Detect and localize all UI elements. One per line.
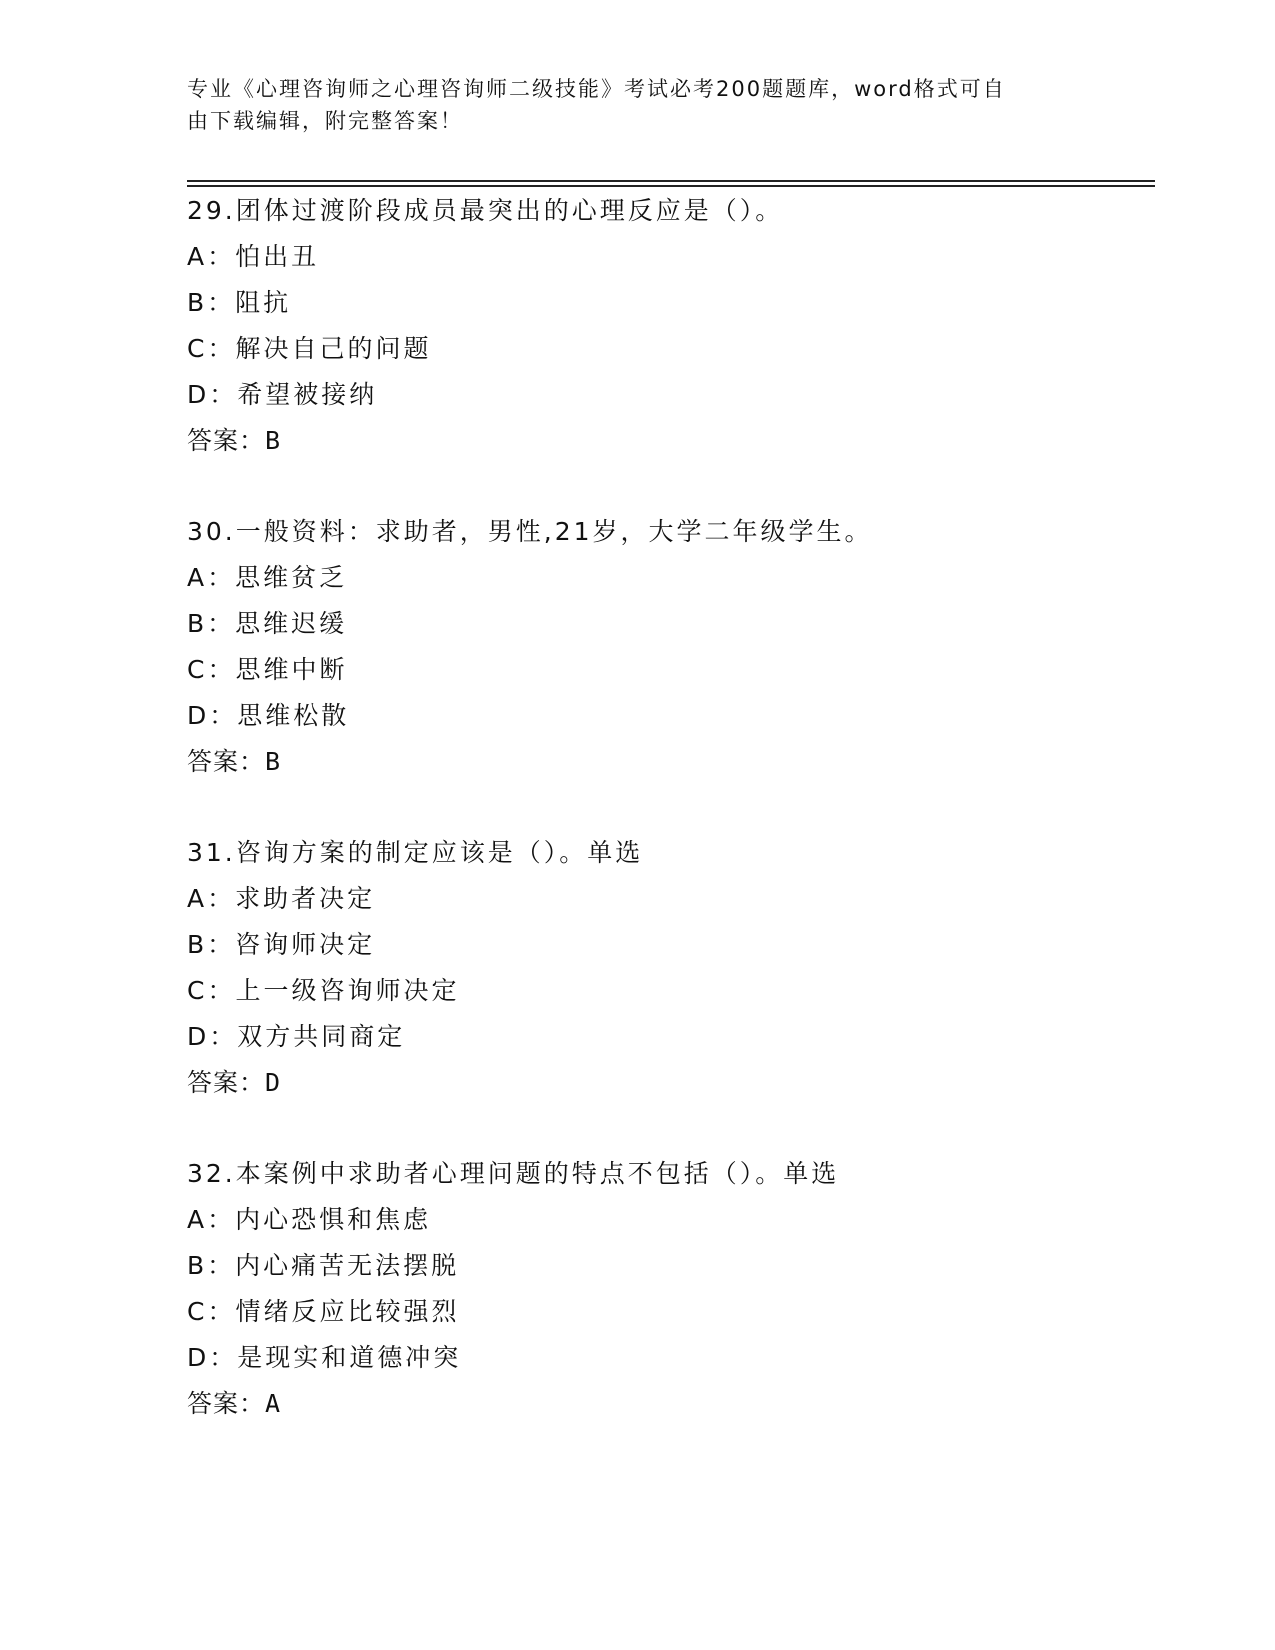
answer-label: 答案： bbox=[187, 747, 266, 776]
option-a: A：怕出丑 bbox=[187, 242, 320, 271]
header-line-1: 专业《心理咨询师之心理咨询师二级技能》考试必考200题题库，word格式可自 bbox=[187, 77, 1006, 101]
question-31 bbox=[187, 830, 1155, 1106]
header-divider-bottom bbox=[187, 185, 1155, 187]
option-d: D：双方共同商定 bbox=[187, 1022, 406, 1051]
document-header bbox=[187, 73, 1067, 137]
answer-line bbox=[187, 739, 1155, 785]
question-title: 32.本案例中求助者心理问题的特点不包括（）。单选 bbox=[187, 1159, 840, 1188]
option-c: C：上一级咨询师决定 bbox=[187, 976, 460, 1005]
option-b: B：内心痛苦无法摆脱 bbox=[187, 1251, 460, 1280]
question-title: 30.一般资料：求助者，男性,21岁，大学二年级学生。 bbox=[187, 517, 873, 546]
answer-line bbox=[187, 1381, 1155, 1427]
header-line-2: 由下载编辑，附完整答案！ bbox=[187, 109, 463, 133]
option-a: A：思维贫乏 bbox=[187, 563, 348, 592]
option-b: B：思维迟缓 bbox=[187, 609, 348, 638]
answer-line bbox=[187, 418, 1155, 464]
answer-label: 答案： bbox=[187, 1068, 266, 1097]
question-list bbox=[187, 188, 1155, 1472]
answer-value: B bbox=[265, 426, 282, 455]
option-c: C：思维中断 bbox=[187, 655, 348, 684]
option-c: C：解决自己的问题 bbox=[187, 334, 432, 363]
question-title: 29.团体过渡阶段成员最突出的心理反应是（）。 bbox=[187, 196, 784, 225]
answer-label: 答案： bbox=[187, 426, 266, 455]
question-title: 31.咨询方案的制定应该是（）。单选 bbox=[187, 838, 644, 867]
answer-label: 答案： bbox=[187, 1389, 266, 1418]
option-c: C：情绪反应比较强烈 bbox=[187, 1297, 460, 1326]
option-b: B：咨询师决定 bbox=[187, 930, 376, 959]
option-a: A：求助者决定 bbox=[187, 884, 376, 913]
answer-value: B bbox=[265, 747, 282, 776]
option-d: D：思维松散 bbox=[187, 701, 350, 730]
answer-line bbox=[187, 1060, 1155, 1106]
option-d: D：希望被接纳 bbox=[187, 380, 378, 409]
header-divider-top bbox=[187, 180, 1155, 182]
option-a: A：内心恐惧和焦虑 bbox=[187, 1205, 432, 1234]
question-32 bbox=[187, 1151, 1155, 1427]
question-30 bbox=[187, 509, 1155, 785]
answer-value: D bbox=[265, 1068, 282, 1097]
answer-value: A bbox=[265, 1389, 282, 1418]
question-29 bbox=[187, 188, 1155, 464]
option-b: B：阻抗 bbox=[187, 288, 292, 317]
option-d: D：是现实和道德冲突 bbox=[187, 1343, 462, 1372]
